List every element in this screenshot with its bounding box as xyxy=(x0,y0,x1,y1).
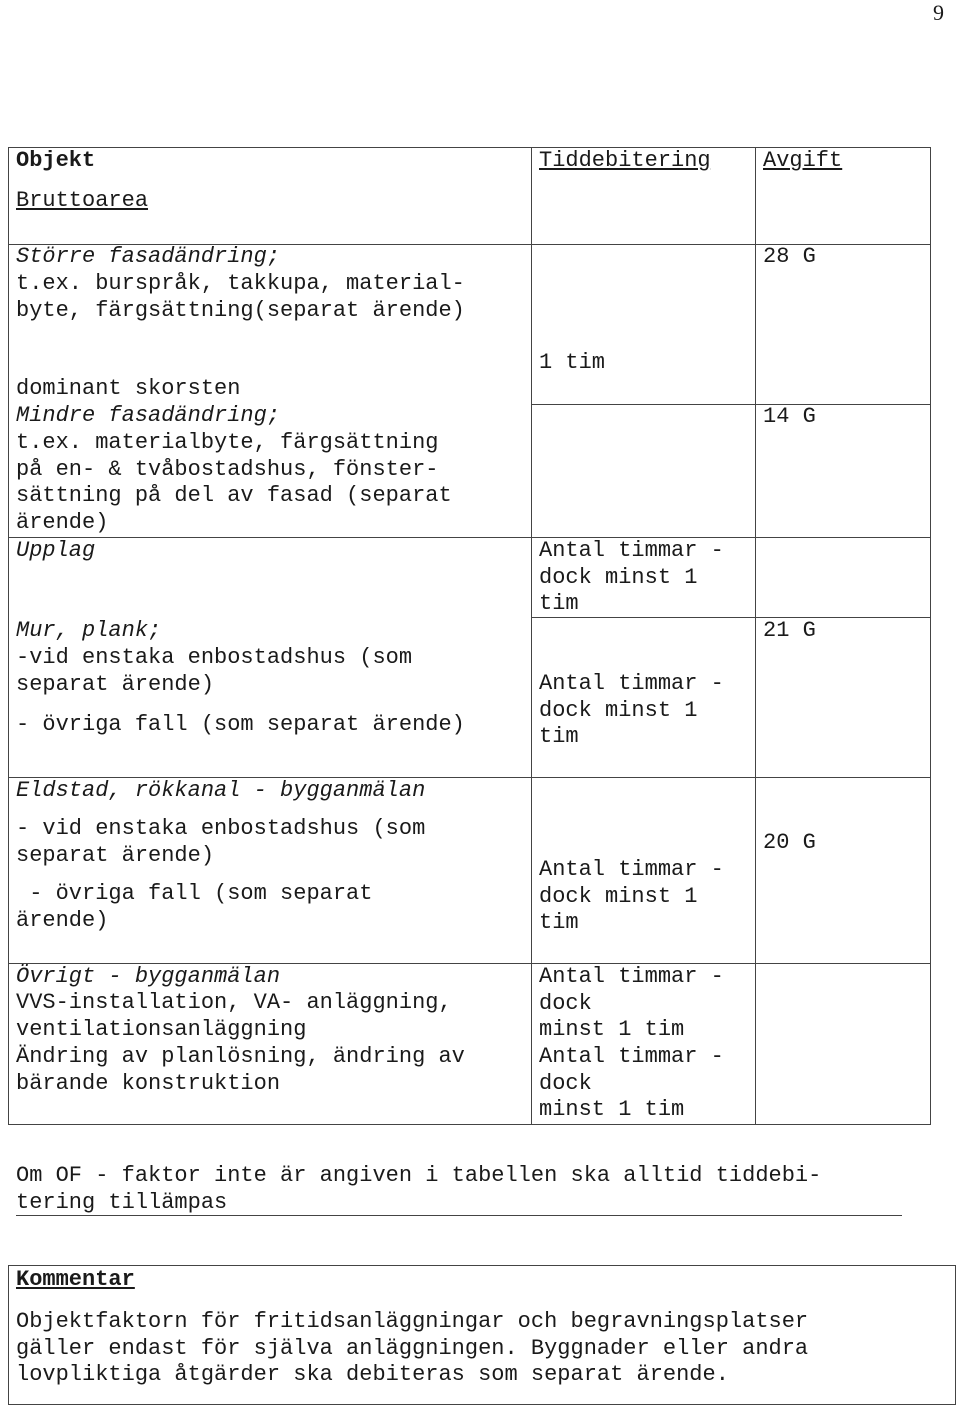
chimney-label: dominant skorsten xyxy=(16,376,241,401)
wall-single: -vid enstaka enbostadshus (som separat ärende) xyxy=(16,645,413,697)
header-time-billing: Tiddebitering xyxy=(539,148,711,173)
wall-time: Antal timmar - dock minst 1 tim xyxy=(539,671,724,749)
table-border-bottom xyxy=(8,1124,931,1125)
facade-major-fee: 28 G xyxy=(763,244,816,269)
row-divider xyxy=(531,404,931,405)
page-number: 9 xyxy=(933,0,944,25)
wall-title: Mur, plank; xyxy=(16,618,162,643)
facade-minor-title: Mindre fasadändring; xyxy=(16,403,281,428)
row-divider xyxy=(8,537,931,538)
storage-time: Antal timmar - dock minst 1 tim xyxy=(539,538,724,616)
note-underline xyxy=(16,1215,902,1216)
facade-minor-fee: 14 G xyxy=(763,404,816,429)
table-border-left xyxy=(8,147,9,1125)
facade-major-desc: t.ex. burspråk, takkupa, material- byte, färgsättning(separat ärende) xyxy=(16,271,465,323)
vvs-label: VVS-installation, VA- anläggning, ventilationsanläggning xyxy=(16,990,452,1042)
wall-fee: 21 G xyxy=(763,618,816,643)
vvs-time: Antal timmar - dock minst 1 tim xyxy=(539,964,724,1042)
fireplace-fee: 20 G xyxy=(763,830,816,855)
column-divider-1 xyxy=(531,147,532,1125)
wall-other: - övriga fall (som separat ärende) xyxy=(16,712,465,737)
fireplace-single: - vid enstaka enbostadshus (som separat ärende) xyxy=(16,816,426,868)
column-divider-2 xyxy=(755,147,756,1125)
header-fee: Avgift xyxy=(763,148,843,173)
header-area: Bruttoarea xyxy=(16,188,149,213)
other-title: Övrigt - bygganmälan xyxy=(16,964,281,989)
fireplace-time: Antal timmar - dock minst 1 tim xyxy=(539,857,724,935)
table-border-right xyxy=(930,147,931,1125)
comment-title: Kommentar xyxy=(16,1267,135,1292)
plan-change-label: Ändring av planlösning, ändring av bärande konstruktion xyxy=(16,1044,465,1096)
note-line-1: Om OF - faktor inte är angiven i tabellen ska alltid tiddebi- xyxy=(16,1163,822,1188)
facade-major-title: Större fasadändring; xyxy=(16,244,281,269)
header-object: Objekt xyxy=(16,148,96,173)
time-one-hour: 1 tim xyxy=(539,350,606,375)
facade-minor-desc: t.ex. materialbyte, färgsättning på en- & tvåbostadshus, fönster- sättning på del av fasad (separat ärende) xyxy=(16,430,452,535)
fireplace-other: - övriga fall (som separat ärende) xyxy=(16,881,373,933)
comment-text: Objektfaktorn för fritidsanläggningar och begravningsplatser gäller endast för själva anläggningen. Byggnader eller andra lovpliktiga åtgärder ska debiteras som separat ärende. xyxy=(16,1309,809,1387)
fireplace-title: Eldstad, rökkanal - bygganmälan xyxy=(16,778,426,803)
storage-label: Upplag xyxy=(16,538,96,563)
note-line-2: tering tillämpas xyxy=(16,1190,228,1215)
plan-change-time: Antal timmar - dock minst 1 tim xyxy=(539,1044,724,1122)
